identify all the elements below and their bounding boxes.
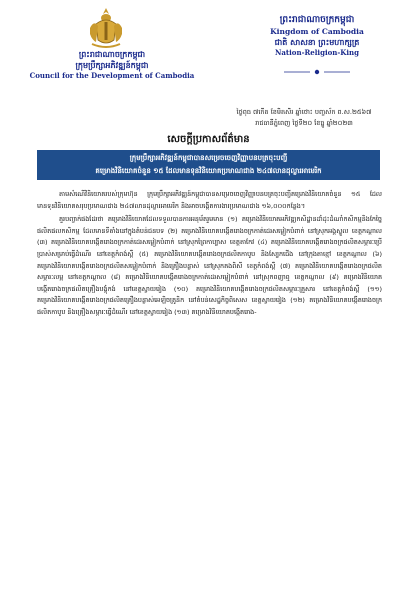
headline-line2: គម្រោងវិនិយោគចំនួន ១៥ ដែលមានទុនវិនិយោគប្រមាណជាង ២៤៧លានដុល្លារអាមេរិក bbox=[95, 167, 322, 175]
left-header-english: Council for the Development of Cambodia bbox=[29, 71, 195, 80]
kingdom-en: Kingdom of Cambodia bbox=[270, 27, 364, 36]
motto-kh: ជាតិ សាសនា ព្រះមហាក្សត្រ bbox=[274, 38, 360, 47]
left-header bbox=[12, 50, 212, 80]
left-header-line2: ក្រុមប្រឹក្សាអភិវឌ្ឍន៍កម្ពុជា bbox=[75, 61, 149, 70]
document-title: សេចក្តីប្រកាសព័ត៌មាន bbox=[167, 134, 250, 145]
solar-date: រាជធានីភ្នំពេញ ថ្ងៃទី២០ ខែធ្នូ ឆ្នាំ២០២៣ bbox=[255, 119, 353, 127]
body-text bbox=[37, 189, 382, 321]
ornamental-divider-icon bbox=[282, 60, 352, 66]
motto-en: Nation-Religion-King bbox=[274, 48, 360, 57]
kingdom-kh: ព្រះរាជាណាចក្រកម្ពុជា bbox=[279, 15, 355, 25]
headline-line1: ក្រុមប្រឹក្សាអភិវឌ្ឍន៍កម្ពុជាបានសម្រេចចេញវិញ្ញាបនបត្រចុះបញ្ជី bbox=[129, 154, 288, 162]
date-block bbox=[209, 107, 399, 129]
royal-emblem-icon bbox=[84, 6, 128, 50]
right-header bbox=[232, 14, 402, 66]
left-header-line1: ព្រះរាជាណាចក្រកម្ពុជា bbox=[78, 50, 146, 59]
body-paragraph-2: គួរបញ្ជាក់ផងដែរថា គម្រោងវិនិយោគដែលទទួលបានការអនុម័តរួមមាន (១) គម្រោងវិនិយោគអភិវឌ្ឍកសិដ្ឋានដាំដុះដំណាំកសិកម្មនិងកែច្នៃផលិតផលកសិកម្ម ដែលមានទីតាំងនៅក្នុងតំបន់ជនបទ (២) គម្រោងវិនិយោគបង្កើតរោងចក្រកាត់ដេរសម្លៀកបំពាក់ នៅស្រុកអង្គស្នួល ខេត្តកណ្ដាល (៣) គម្រោងវិនិយោគបង្កើតរោងចក្រកាត់ដេរសម្លៀកបំពាក់ នៅស្រុកព្រៃកាប្បាស ខេត្តតាកែវ (៤) គម្រោងវិនិយោគបង្កើតរោងចក្រផលិតសម្ភារៈប្រើប្រាស់សម្រាប់ធ្វើដំណើរ នៅខេត្តកំពង់ស្ពឺ (៥) គម្រោងវិនិយោគបង្កើតរោងចក្រផលិតកាបូប និងស្បែកជើង នៅក្រុងតាខ្មៅ ខេត្តកណ្ដាល (៦) គម្រោងវិនិយោគបង្កើតរោងចក្រផលិតសម្លៀកបំពាក់ និងគ្រឿងបន្លាស់ នៅស្រុកគងពិសី ខេត្តកំពង់ស្ពឺ (៧) គម្រោងវិនិយោគបង្កើតរោងចក្រផលិតសម្ភារៈលម្អ នៅខេត្តកណ្ដាល (៨) គម្រោងវិនិយោគបង្កើតរោងចក្រកាត់ដេរសម្លៀកបំពាក់ នៅស្រុកពញាឮ ខេត្តកណ្ដាល (៩) គម្រោងវិនិយោគបង្កើតរោងចក្រផលិតគ្រឿងបង្គុំកង់ នៅខេត្តស្វាយរៀង (១០) គម្រោងវិនិយោគបង្កើតរោងចក្រផលិតសម្ភារៈគ្រួសារ នៅខេត្តកំពង់ស្ពឺ (១១) គម្រោងវិនិយោគបង្កើតរោងចក្រផលិតគ្រឿងបន្លាស់អេឡិចត្រូនិក នៅតំបន់សេដ្ឋកិច្ចពិសេស ខេត្តស្វាយរៀង (១២) គម្រោងវិនិយោគបង្កើតរោងចក្រផលិតកាបូប និងគ្រឿងសម្ភារៈធ្វើដំណើរ នៅខេត្តស្វាយរៀង (១៣) គម្រោងវិនិយោគបង្កើតរោង- bbox=[37, 215, 382, 316]
lunar-date: ថ្ងៃពុធ ៧កើត ខែមិគសិរ ឆ្នាំថោះ បញ្ចស័ក ព.ស.២៥៦៧ bbox=[236, 108, 372, 116]
headline-box bbox=[37, 150, 380, 180]
body-paragraph-1: តាមសំណើវិនិយោគរបស់ក្រុមហ៊ុន ក្រុមប្រឹក្សាអភិវឌ្ឍន៍កម្ពុជាបានសម្រេចចេញវិញ្ញាបនបត្រចុះបញ្ជីគម្រោងវិនិយោគចំនួន ១៥ ដែលមានទុនវិនិយោគសរុបប្រមាណជាង ២៤៧លានដុល្លារអាមេរិក និងអាចបង្កើតការងារប្រមាណជាង ១៦,០០០កន្លែង។ bbox=[37, 190, 382, 210]
